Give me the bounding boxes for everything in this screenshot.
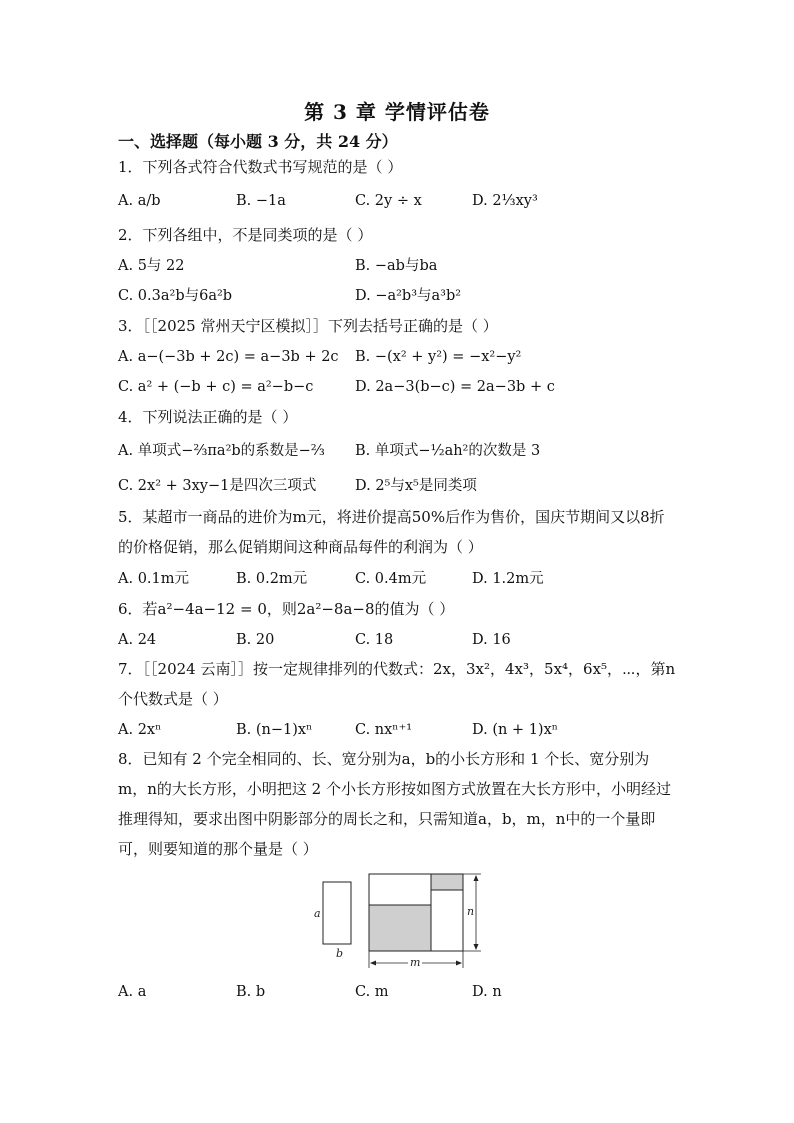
small-rectangle <box>323 882 351 944</box>
q5-option-d: D. 1.2m元 <box>472 571 544 587</box>
q8-option-d: D. n <box>472 984 502 1000</box>
q6-option-a: A. 24 <box>118 632 157 648</box>
q1-option-a: A. a/b <box>118 193 161 209</box>
label-a: a <box>314 907 321 920</box>
q5-option-c: C. 0.4m元 <box>355 571 427 587</box>
question-4: 4．下列说法正确的是（ ） <box>118 408 298 426</box>
q3-option-b: B. −(x² + y²) = −x²−y² <box>355 349 522 365</box>
small-rectangle-horizontal <box>369 874 431 905</box>
label-m: m <box>410 956 421 968</box>
question-7: 7．［［2024 云南］］按一定规律排列的代数式：2x，3x²，4x³，5x⁴，6x⁵，⋯，第n个代数式是（ ） <box>118 660 676 708</box>
q2-option-b: B. −ab与ba <box>355 258 438 274</box>
q2-option-a: A. 5与 22 <box>118 258 185 274</box>
shaded-region-bottom <box>369 905 431 951</box>
q1-option-d: D. 2⅓xy³ <box>472 193 538 209</box>
q6-option-b: B. 20 <box>236 632 275 648</box>
q7-option-d: D. (n + 1)xⁿ <box>472 722 559 738</box>
question-2: 2．下列各组中，不是同类项的是（ ） <box>118 226 373 244</box>
q4-option-a: A. 单项式−⅔πa²b的系数是−⅔ <box>118 443 325 459</box>
question-6: 6．若a²−4a−12 = 0，则2a²−8a−8的值为（ ） <box>118 600 455 618</box>
question-8: 8．已知有 2 个完全相同的、长、宽分别为a，b的小长方形和 1 个长、宽分别为m，n的大长方形，小明把这 2 个小长方形按如图方式放置在大长方形中，小明经过推理得知，要求出图中阴影部分的周长之和，只需知道a，b，m，n中的一个量即可，则要知道的那个量是（ ） <box>118 750 671 858</box>
q5-option-b: B. 0.2m元 <box>236 571 308 587</box>
page-title: 第 3 章 学情评估卷 <box>304 100 490 124</box>
q3-option-a: A. a−(−3b + 2c) = a−3b + 2c <box>118 349 339 365</box>
q6-option-c: C. 18 <box>355 632 394 648</box>
label-n: n <box>467 905 475 918</box>
q4-option-b: B. 单项式−½ah²的次数是 3 <box>355 443 541 459</box>
shaded-region-top <box>431 874 463 890</box>
q8-option-c: C. m <box>355 984 389 1000</box>
q8-option-b: B. b <box>236 984 266 1000</box>
question-3: 3．［［2025 常州天宁区模拟］］下列去括号正确的是（ ） <box>118 317 498 335</box>
q1-option-c: C. 2y ÷ x <box>355 193 422 209</box>
q3-option-c: C. a² + (−b + c) = a²−b−c <box>118 379 314 395</box>
q4-option-d: D. 2⁵与x⁵是同类项 <box>355 478 477 494</box>
q5-option-a: A. 0.1m元 <box>118 571 189 587</box>
question-1: 1．下列各式符合代数式书写规范的是（ ） <box>118 158 403 176</box>
q7-option-a: A. 2xⁿ <box>118 722 162 738</box>
q4-option-c: C. 2x² + 3xy−1是四次三项式 <box>118 478 317 494</box>
rectangles-figure <box>310 868 490 968</box>
label-b: b <box>336 947 344 960</box>
q6-option-d: D. 16 <box>472 632 511 648</box>
section-heading: 一、选择题（每小题 3 分，共 24 分） <box>118 132 398 151</box>
q8-option-a: A. a <box>118 984 147 1000</box>
q1-option-b: B. −1a <box>236 193 286 209</box>
q2-option-d: D. −a²b³与a³b² <box>355 288 462 304</box>
question-5: 5．某超市一商品的进价为m元，将进价提高50%后作为售价，国庆节期间又以8折的价格促销，那么促销期间这种商品每件的利润为（ ） <box>118 508 665 556</box>
q7-option-b: B. (n−1)xⁿ <box>236 722 313 738</box>
small-rectangle-vertical <box>431 890 463 951</box>
q3-option-d: D. 2a−3(b−c) = 2a−3b + c <box>355 379 555 395</box>
q7-option-c: C. nxⁿ⁺¹ <box>355 722 413 738</box>
q2-option-c: C. 0.3a²b与6a²b <box>118 288 233 304</box>
